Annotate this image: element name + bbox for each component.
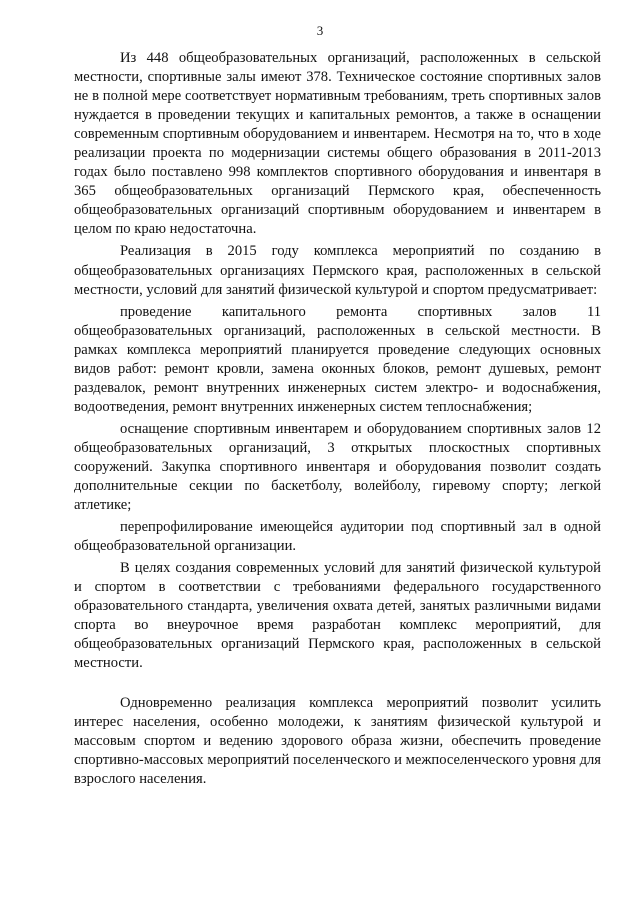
list-item-reprofiling: перепрофилирование имеющейся аудитории под спортивный зал в одной общеобразовательной организации. — [74, 519, 601, 555]
paragraph-goals: В целях создания современных условий для занятий физической культурой и спортом в соответствии с требованиями федерального государственного образовательного стандарта, увеличения охвата детей, занятых различными видами спорта во внеурочное время разработан комплекс мероприятий, для общеобразовательных организаций Пермского края, расположенных в сельской местности. — [74, 560, 601, 672]
body-text — [74, 49, 601, 789]
list-item-capital-repair: проведение капитального ремонта спортивных залов 11 общеобразовательных организаций, расположенных в сельской местности. В рамках комплекса мероприятий планируется проведение следующих основных видов работ: ремонт кровли, замена оконных блоков, ремонт душевых, ремонт раздевалок, ремонт внутренних инженерных систем электро- и водоснабжения, водоотведения, ремонт внутренних инженерных систем теплоснабжения; — [74, 303, 601, 415]
page-number: 3 — [316, 23, 324, 38]
paragraph-sports-halls-state: Из 448 общеобразовательных организаций, расположенных в сельской местности, спортивные залы имеют 378. Техническое состояние спортивных залов не в полной мере соответствует нормативным требованиям, треть спортивных залов нуждается в проведении текущих и капитальных ремонтов, а также в оснащении современным спортивным оборудованием и инвентарем. Несмотря на то, что в ходе реализации проекта по модернизации системы общего образования в 2011-2013 годах было поставлено 998 комплектов спортивного оборудования и инвентаря в 365 общеобразовательных организаций Пермского края, обеспеченность общеобразовательных организаций спортивным оборудованием и инвентарем в целом по краю недостаточна. — [74, 50, 601, 238]
list-item-equipment: оснащение спортивным инвентарем и оборудованием спортивных залов 12 общеобразовательных организаций, 3 открытых плоскостных спортивных сооружений. Закупка спортивного инвентаря и оборудования позволит создать дополнительные секции по баскетболу, волейболу, гиревому спорту; легкой атлетике; — [74, 420, 601, 514]
paragraph-program-intro: Реализация в 2015 году комплекса мероприятий по созданию в общеобразовательных организациях Пермского края, расположенных в сельской местности, условий для занятий физической культурой и спортом предусматривает: — [74, 243, 601, 298]
paragraph-outcome: Одновременно реализация комплекса мероприятий позволит усилить интерес населения, особенно молодежи, к занятиям физической культурой и массовым спортом и ведению здорового образа жизни, обеспечить проведение спортивно-массовых мероприятий поселенческого и межпоселенческого уровня для взрослого населения. — [74, 694, 601, 787]
